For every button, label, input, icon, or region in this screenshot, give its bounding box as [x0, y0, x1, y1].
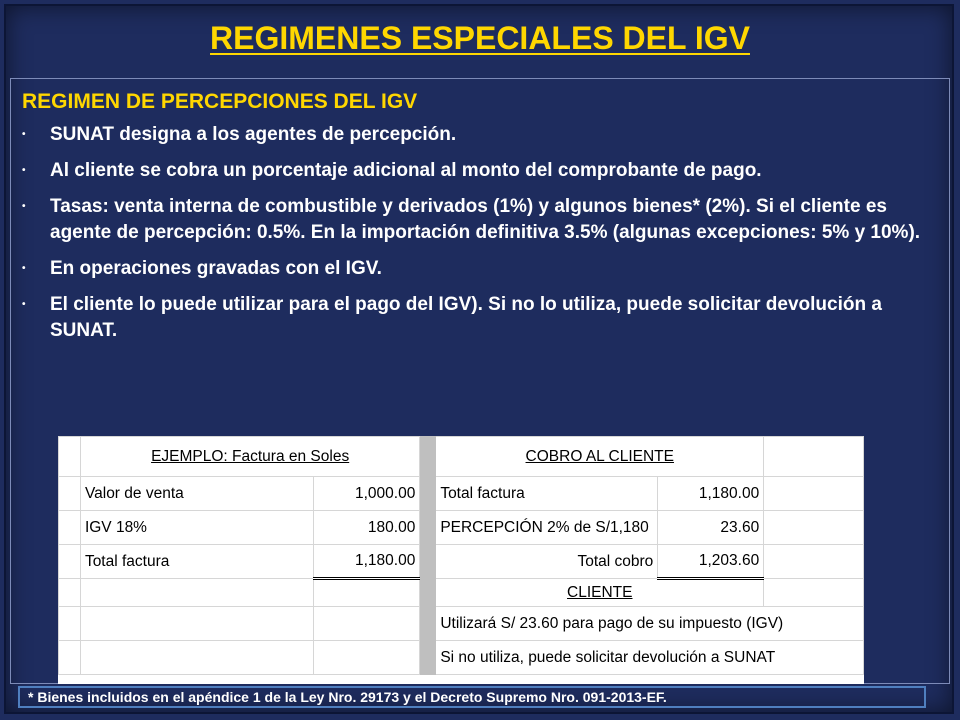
bullet-text: En operaciones gravadas con el IGV. — [50, 258, 382, 279]
bullet-text: Al cliente se cobra un porcentaje adicional al monto del comprobante de pago. — [50, 160, 762, 181]
section-subtitle: REGIMEN DE PERCEPCIONES DEL IGV — [22, 90, 418, 113]
row-value: 180.00 — [314, 511, 420, 545]
row-label: Valor de venta — [80, 477, 314, 511]
bullet-item — [22, 194, 947, 246]
table-row — [59, 437, 864, 477]
table-row — [59, 579, 864, 607]
example-spreadsheet — [58, 436, 864, 684]
bullet-text: SUNAT designa a los agentes de percepción. — [50, 124, 457, 145]
bullet-item — [22, 292, 947, 344]
row-value: 1,000.00 — [314, 477, 420, 511]
bullet-icon: • — [22, 201, 26, 212]
bullet-icon: • — [22, 299, 26, 310]
table-row — [59, 511, 864, 545]
example-table — [58, 436, 864, 675]
bullet-icon: • — [22, 165, 26, 176]
table-row — [59, 545, 864, 579]
footnote: * Bienes incluidos en el apéndice 1 de la Ley Nro. 29173 y el Decreto Supremo Nro. 091-2013-EF. — [18, 686, 926, 708]
row-label: Total cobro — [436, 545, 658, 579]
row-value: 1,180.00 — [658, 477, 764, 511]
client-line: Utilizará S/ 23.60 para pago de su impuesto (IGV) — [436, 607, 864, 641]
bullet-item — [22, 256, 947, 282]
client-line: Si no utiliza, puede solicitar devolución a SUNAT — [436, 641, 864, 675]
bullet-item — [22, 158, 947, 184]
right-header: COBRO AL CLIENTE — [436, 437, 764, 477]
row-label: IGV 18% — [80, 511, 314, 545]
slide-title: REGIMENES ESPECIALES DEL IGV — [210, 20, 750, 56]
bullet-item — [22, 122, 947, 148]
row-value: 23.60 — [658, 511, 764, 545]
row-label: Total factura — [436, 477, 658, 511]
table-row — [59, 607, 864, 641]
client-header: CLIENTE — [436, 579, 764, 607]
bullet-text: El cliente lo puede utilizar para el pago del IGV). Si no lo utiliza, puede solicitar devolución a SUNAT. — [50, 294, 882, 341]
table-row — [59, 477, 864, 511]
bullet-list — [22, 122, 947, 354]
bullet-icon: • — [22, 129, 26, 140]
bullet-icon: • — [22, 263, 26, 274]
total-value: 1,203.60 — [658, 545, 764, 579]
bullet-text: Tasas: venta interna de combustible y derivados (1%) y algunos bienes* (2%). Si el cliente es agente de percepción: 0.5%. En la importación definitiva 3.5% (algunas excepciones: 5% y 10%). — [50, 196, 921, 243]
table-row — [59, 641, 864, 675]
row-label: PERCEPCIÓN 2% de S/1,180 — [436, 511, 658, 545]
row-label: Total factura — [80, 545, 314, 579]
left-header: EJEMPLO: Factura en Soles — [80, 437, 419, 477]
total-value: 1,180.00 — [314, 545, 420, 579]
